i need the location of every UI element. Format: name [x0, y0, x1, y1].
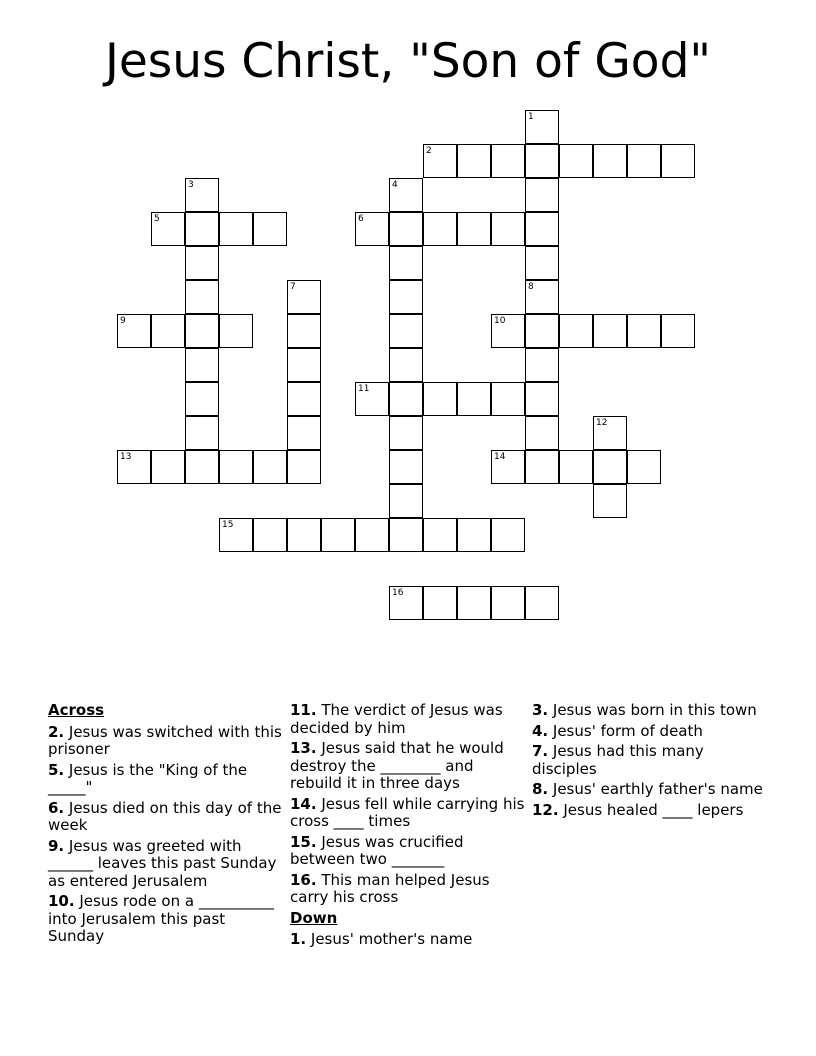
clues-column-1 — [48, 702, 284, 949]
clue-item — [532, 802, 768, 820]
clue-num: 6. — [48, 798, 65, 817]
grid-cell[interactable] — [525, 586, 559, 620]
grid-cell[interactable] — [525, 416, 559, 450]
grid-cell[interactable] — [185, 246, 219, 280]
grid-cell[interactable] — [525, 450, 559, 484]
grid-cell[interactable] — [389, 212, 423, 246]
clue-text: Jesus died on this day of the week — [48, 798, 282, 834]
grid-cell[interactable] — [389, 484, 423, 518]
grid-cell[interactable] — [389, 348, 423, 382]
clue-item — [532, 781, 768, 799]
clue-num: 13. — [290, 739, 317, 757]
clue-item — [48, 800, 284, 835]
clue-num: 7. — [532, 742, 549, 760]
clue-item — [532, 723, 768, 741]
clue-num: 2. — [48, 722, 65, 741]
grid-cell[interactable] — [525, 246, 559, 280]
clue-text: Jesus had this many disciples — [532, 742, 704, 778]
clue-num: 15. — [290, 832, 317, 851]
clue-item — [532, 743, 768, 778]
grid-cell[interactable] — [287, 348, 321, 382]
clue-item — [290, 931, 526, 949]
grid-cell[interactable] — [525, 382, 559, 416]
grid-cell[interactable] — [151, 314, 185, 348]
clue-number: 1 — [528, 112, 534, 122]
clue-num: 1. — [290, 930, 307, 948]
grid-cell[interactable] — [661, 144, 695, 178]
grid-cell[interactable] — [355, 518, 389, 552]
grid-cell[interactable] — [491, 314, 525, 348]
grid-cell[interactable] — [151, 450, 185, 484]
grid-cell[interactable] — [491, 212, 525, 246]
grid-cell[interactable] — [219, 314, 253, 348]
grid-cell[interactable] — [593, 416, 627, 450]
clue-num: 14. — [290, 794, 317, 813]
grid-cell[interactable] — [491, 450, 525, 484]
grid-cell[interactable] — [185, 450, 219, 484]
grid-cell[interactable] — [389, 518, 423, 552]
clue-num: 16. — [290, 870, 317, 889]
clue-text: Jesus was crucified between two _______ — [290, 832, 464, 868]
grid-cell[interactable] — [525, 144, 559, 178]
grid-cell[interactable] — [525, 280, 559, 314]
clue-item — [48, 893, 284, 946]
grid-cell[interactable] — [559, 314, 593, 348]
grid-cell[interactable] — [491, 144, 525, 178]
clue-text: Jesus was switched with this prisoner — [48, 722, 282, 758]
clue-text: Jesus fell while carrying his cross ____ times — [290, 794, 525, 830]
clue-text: Jesus' form of death — [548, 721, 703, 740]
grid-cell[interactable] — [355, 382, 389, 416]
grid-cell[interactable] — [525, 212, 559, 246]
grid-cell[interactable] — [389, 280, 423, 314]
clue-text: Jesus' mother's name — [306, 930, 473, 948]
clue-text: Jesus healed ____ lepers — [558, 800, 744, 819]
clue-item — [48, 838, 284, 891]
clue-number: 6 — [358, 214, 364, 224]
grid-cell[interactable] — [185, 314, 219, 348]
grid-cell[interactable] — [525, 178, 559, 212]
grid-cell[interactable] — [253, 212, 287, 246]
clue-num: 3. — [532, 701, 549, 719]
grid-cell[interactable] — [627, 314, 661, 348]
grid-cell[interactable] — [287, 382, 321, 416]
grid-cell[interactable] — [117, 314, 151, 348]
clue-text: Jesus is the "King of the _____" — [48, 760, 248, 796]
clue-number: 2 — [426, 146, 432, 156]
clue-number: 12 — [596, 418, 608, 428]
clue-num: 8. — [532, 780, 549, 798]
clue-text: The verdict of Jesus was decided by him — [290, 701, 503, 737]
grid-cell[interactable] — [185, 416, 219, 450]
grid-cell[interactable] — [219, 450, 253, 484]
clue-item — [290, 740, 526, 793]
grid-cell[interactable] — [559, 144, 593, 178]
grid-cell[interactable] — [287, 314, 321, 348]
grid-cell[interactable] — [389, 382, 423, 416]
grid-cell[interactable] — [627, 450, 661, 484]
grid-cell[interactable] — [219, 212, 253, 246]
clue-text: Jesus rode on a __________ into Jerusalem this past Sunday — [48, 892, 274, 945]
grid-cell[interactable] — [593, 450, 627, 484]
grid-cell[interactable] — [457, 586, 491, 620]
grid-cell[interactable] — [423, 144, 457, 178]
clues-column-2 — [290, 702, 526, 952]
grid-cell[interactable] — [287, 450, 321, 484]
grid-cell[interactable] — [423, 212, 457, 246]
clue-number: 5 — [154, 214, 160, 224]
clue-item — [290, 834, 526, 869]
grid-cell[interactable] — [593, 484, 627, 518]
across-heading: Across — [48, 701, 105, 719]
grid-cell[interactable] — [525, 110, 559, 144]
grid-cell[interactable] — [185, 178, 219, 212]
clue-number: 8 — [528, 282, 534, 292]
grid-cell[interactable] — [457, 518, 491, 552]
grid-cell[interactable] — [525, 314, 559, 348]
clue-text: Jesus' earthly father's name — [548, 780, 763, 798]
clue-item — [290, 702, 526, 737]
grid-cell[interactable] — [457, 212, 491, 246]
page-title: Jesus Christ, "Son of God" — [104, 34, 712, 89]
clue-num: 12. — [532, 800, 559, 819]
grid-cell[interactable] — [389, 246, 423, 280]
clue-number: 16 — [392, 588, 404, 598]
grid-cell[interactable] — [253, 518, 287, 552]
clue-text: Jesus was greeted with ______ leaves this past Sunday as entered Jerusalem — [48, 836, 277, 890]
grid-cell[interactable] — [389, 586, 423, 620]
grid-cell[interactable] — [253, 450, 287, 484]
grid-cell[interactable] — [321, 518, 355, 552]
grid-cell[interactable] — [559, 450, 593, 484]
grid-cell[interactable] — [491, 586, 525, 620]
clue-num: 10. — [48, 892, 75, 910]
grid-cell[interactable] — [185, 382, 219, 416]
grid-cell[interactable] — [287, 416, 321, 450]
grid-cell[interactable] — [661, 314, 695, 348]
grid-cell[interactable] — [593, 314, 627, 348]
grid-cell[interactable] — [423, 518, 457, 552]
clue-number: 13 — [120, 452, 132, 462]
grid-cell[interactable] — [457, 382, 491, 416]
clue-num: 9. — [48, 836, 65, 855]
grid-cell[interactable] — [287, 518, 321, 552]
grid-cell[interactable] — [389, 178, 423, 212]
grid-cell[interactable] — [185, 348, 219, 382]
clue-num: 11. — [290, 701, 317, 719]
grid-cell[interactable] — [491, 382, 525, 416]
clue-number: 9 — [120, 316, 126, 326]
clue-item — [48, 724, 284, 759]
clue-num: 4. — [532, 721, 549, 740]
clue-item — [290, 796, 526, 831]
grid-cell[interactable] — [355, 212, 389, 246]
grid-cell[interactable] — [491, 518, 525, 552]
grid-cell[interactable] — [117, 450, 151, 484]
clue-number: 15 — [222, 520, 234, 530]
grid-cell[interactable] — [389, 416, 423, 450]
clue-item — [290, 872, 526, 907]
grid-cell[interactable] — [423, 382, 457, 416]
grid-cell[interactable] — [593, 144, 627, 178]
grid-cell[interactable] — [185, 212, 219, 246]
grid-cell[interactable] — [525, 348, 559, 382]
clue-text: Jesus said that he would destroy the ________ and rebuild it in three days — [290, 739, 504, 792]
clue-number: 11 — [358, 384, 370, 394]
grid-cell[interactable] — [423, 586, 457, 620]
clue-num: 5. — [48, 760, 65, 779]
clue-item — [532, 702, 768, 720]
clue-number: 10 — [494, 316, 506, 326]
grid-cell[interactable] — [287, 280, 321, 314]
clues-column-3 — [532, 702, 768, 822]
clue-number: 7 — [290, 282, 296, 292]
clue-number: 3 — [188, 180, 194, 190]
clue-number: 14 — [494, 452, 506, 462]
clue-text: This man helped Jesus carry his cross — [290, 870, 490, 906]
down-heading: Down — [290, 908, 338, 927]
grid-cell[interactable] — [185, 280, 219, 314]
grid-cell[interactable] — [219, 518, 253, 552]
grid-cell[interactable] — [151, 212, 185, 246]
clue-item — [48, 762, 284, 797]
grid-cell[interactable] — [627, 144, 661, 178]
grid-cell[interactable] — [457, 144, 491, 178]
clue-text: Jesus was born in this town — [548, 701, 757, 719]
clue-number: 4 — [392, 180, 398, 190]
grid-cell[interactable] — [389, 314, 423, 348]
grid-cell[interactable] — [389, 450, 423, 484]
